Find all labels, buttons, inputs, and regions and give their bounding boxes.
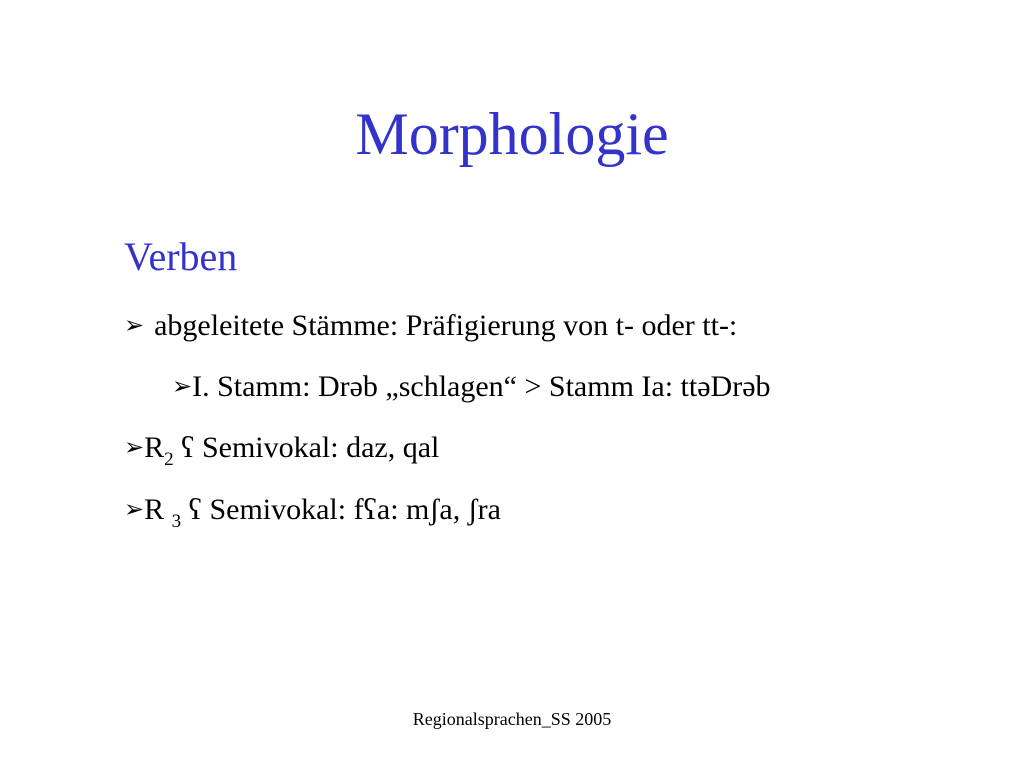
- bullet-item: [124, 306, 737, 345]
- slide-title: Morphologie: [355, 101, 669, 167]
- bullet-text: ʕ Semivokal: daz, qal: [181, 431, 440, 464]
- arrowhead-bullet-icon: ➢: [172, 372, 193, 400]
- sub-bullet-item: [172, 367, 771, 406]
- bullet-text: abgeleitete Stämme: Präfigierung von t- oder tt-:: [154, 309, 738, 342]
- arrowhead-bullet-icon: ➢: [124, 433, 145, 461]
- arrowhead-bullet-icon: ➢: [124, 311, 145, 339]
- root-subscript: 3: [171, 511, 182, 532]
- root-label: R: [144, 493, 172, 526]
- root-subscript: 2: [164, 449, 174, 470]
- bullet-text: I. Stamm: Drəb „schlagen“ > Stamm Ia: ttəDrəb: [192, 370, 771, 403]
- bullet-item: [124, 428, 439, 479]
- bullet-item: [124, 490, 501, 541]
- section-heading: Verben: [124, 234, 238, 279]
- slide-footer: Regionalsprachen_SS 2005: [412, 709, 612, 729]
- arrowhead-bullet-icon: ➢: [124, 495, 145, 523]
- root-label: R: [144, 431, 165, 464]
- bullet-text: ʕ Semivokal: fʕa: mʃa, ʃra: [188, 493, 501, 526]
